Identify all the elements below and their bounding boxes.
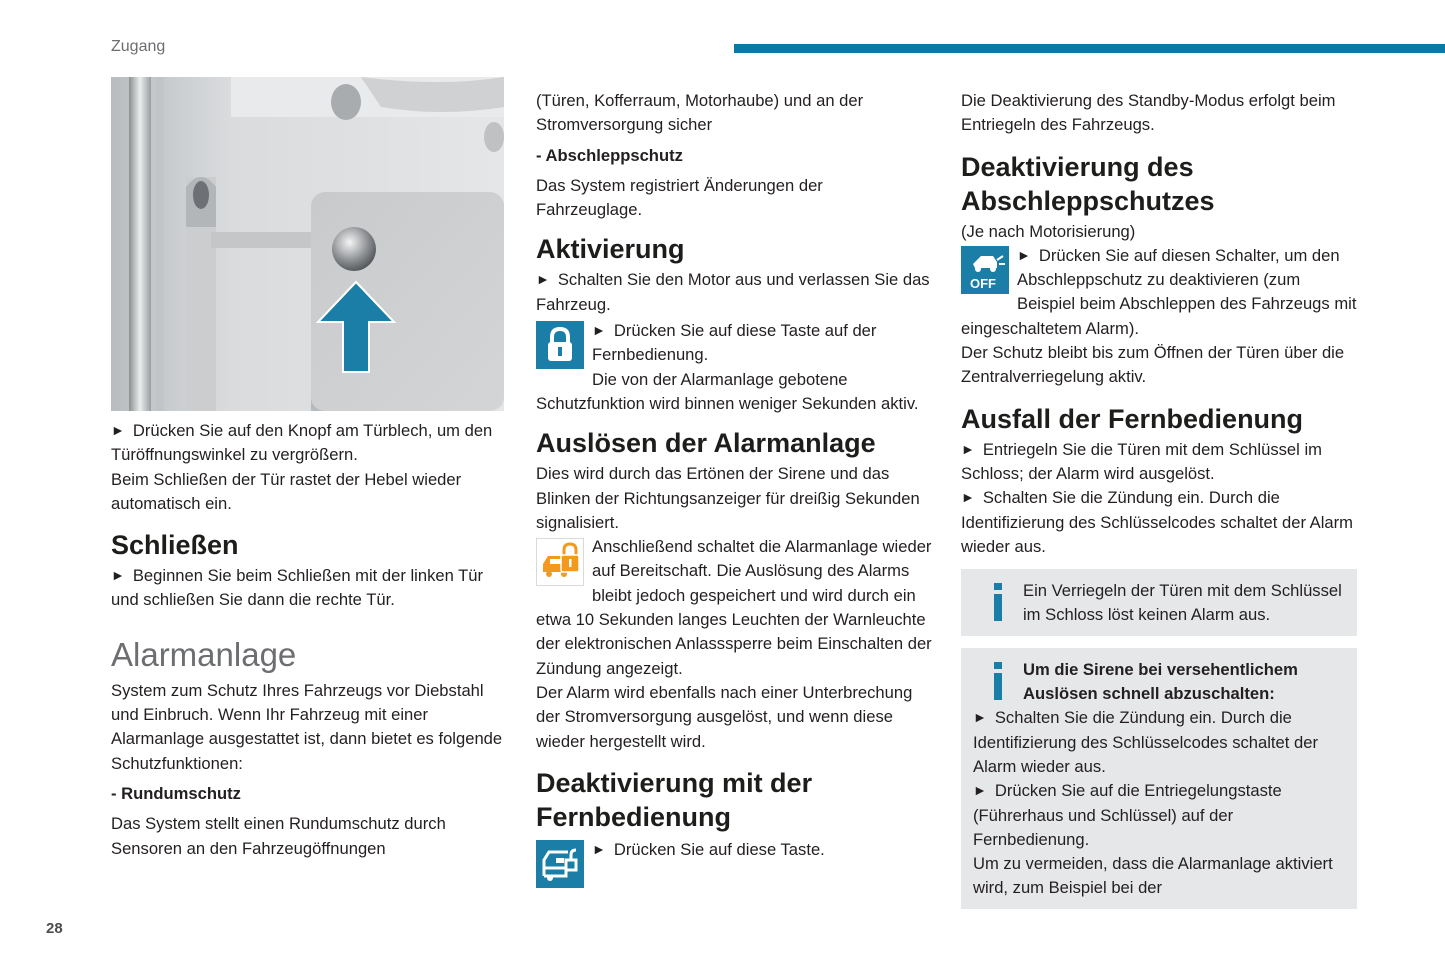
standby-instruction (536, 535, 932, 681)
info-bullet-unlock: ► Drücken Sie auf die Entriegelungstaste (Führerhaus und Schlüssel) auf der Fernbedienung. (973, 781, 1282, 849)
tow-switch-instruction: OFF ► Drücken Sie auf diesen Schalter, um den Abschleppschutz zu deaktivieren (zum Beispiel beim Abschleppen des Fahrzeugs mit eingeschaltetem Alarm). (961, 245, 1357, 338)
paragraph-engine-note: (Je nach Motorisierung) (961, 221, 1136, 241)
info-siren-note: Um zu vermeiden, dass die Alarmanlage aktiviert wird, zum Beispiel bei der (973, 854, 1333, 898)
bullet-close-doors: ► Beginnen Sie beim Schließen mit der linken Tür und schließen Sie dann die rechte Tür. (111, 566, 484, 610)
triangle-bullet-icon: ► (536, 271, 550, 288)
column-1 (111, 77, 506, 861)
heading-schliessen: Schließen (111, 530, 239, 561)
info-box-lock (961, 569, 1357, 636)
label-abschleppschutz: - Abschleppschutz (536, 145, 683, 165)
triangle-bullet-icon: ► (592, 322, 606, 339)
info-lock-text: Ein Verriegeln der Türen mit dem Schlüssel im Schloss löst keinen Alarm aus. (1023, 581, 1342, 625)
bullet-open-angle: ► Drücken Sie auf den Knopf am Türblech, um den Türöffnungswinkel zu vergrößern. (111, 421, 493, 465)
triangle-bullet-icon: ► (961, 489, 975, 506)
triangle-bullet-icon: ► (1017, 246, 1031, 263)
triangle-bullet-icon: ► (961, 440, 975, 457)
unlock-button-icon (536, 840, 584, 888)
lock-instruction: ► Drücken Sie auf diese Taste auf der Fernbedienung. (536, 319, 932, 368)
running-head: Zugang (111, 38, 166, 55)
triangle-bullet-icon: ► (592, 840, 606, 857)
door-hinge-photo (111, 77, 504, 411)
heading-ausfall-fernbedienung: Ausfall der Fernbedienung (961, 403, 1304, 434)
paragraph-standby: Anschließend schaltet die Alarmanlage wieder auf Bereitschaft. Die Auslösung des Alarms bleibt jedoch gespeichert und wird durch ein etwa 10 Sekunden langes Leuchten der Warnleuchte der elektronischen Anlasssperre beim Einschalten der Zündung angezeigt. (536, 537, 932, 678)
bullet-unlock-key: ► Entriegeln Sie die Türen mit dem Schlüssel im Schloss; der Alarm wird ausgelöst. (961, 439, 1322, 483)
triangle-bullet-icon: ► (973, 709, 987, 726)
heading-aktivierung: Aktivierung (536, 234, 685, 265)
bullet-ignition: ► Schalten Sie die Zündung ein. Durch die Identifizierung des Schlüsselcodes schaltet der Alarm wieder aus. (961, 488, 1354, 556)
triangle-bullet-icon: ► (111, 422, 125, 438)
chapter-title: Alarmanlage (111, 635, 297, 673)
triangle-bullet-icon: ► (973, 782, 987, 799)
column-3 (961, 89, 1357, 909)
paragraph-power: Der Alarm wird ebenfalls nach einer Unterbrechung der Stromversorgung ausgelöst, und wenn diese wieder hergestellt wird. (536, 682, 913, 751)
paragraph-rundumschutz: Das System stellt einen Rundumschutz durch Sensoren an den Fahrzeugöffnungen (111, 814, 446, 858)
alarm-standby-icon (536, 538, 584, 586)
heading-deaktivierung-fernbedienung: Deaktivierung mit der Fernbedienung (536, 767, 813, 832)
header-bar (734, 44, 1445, 53)
bullet-engine-off: ► Schalten Sie den Motor aus und verlassen Sie das Fahrzeug. (536, 270, 930, 314)
label-rundumschutz: - Rundumschutz (111, 783, 241, 803)
paragraph-lever: Beim Schließen der Tür rastet der Hebel wieder automatisch ein. (111, 469, 462, 513)
paragraph-alarm-intro: System zum Schutz Ihres Fahrzeugs vor Diebstahl und Einbruch. Wenn Ihr Fahrzeug mit einer Alarmanlage ausgestattet ist, dann bietet es folgende Schutzfunktionen: (111, 680, 503, 773)
lock-button-icon (536, 321, 584, 369)
tow-protection-off-icon (961, 246, 1009, 294)
paragraph-standby-off: Die Deaktivierung des Standby-Modus erfolgt beim Entriegeln des Fahrzeugs. (961, 91, 1336, 135)
info-icon (985, 662, 1011, 702)
off-label: OFF (970, 275, 996, 291)
paragraph-continued: (Türen, Kofferraum, Motorhaube) und an der Stromversorgung sicher (536, 91, 864, 135)
column-2 (536, 89, 932, 888)
info-siren-title: Um die Sirene bei versehentlichem Auslösen schnell abzuschalten: (1023, 659, 1298, 704)
paragraph-abschleppschutz: Das System registriert Änderungen der Fahrzeuglage. (536, 175, 823, 220)
heading-deaktivierung-abschleppschutz: Deaktivierung des Abschleppschutzes (961, 151, 1215, 216)
paragraph-protection: Der Schutz bleibt bis zum Öffnen der Türen über die Zentralverriegelung aktiv. (961, 343, 1345, 387)
unlock-instruction: ► Drücken Sie auf diese Taste. (536, 838, 932, 862)
paragraph-active: Die von der Alarmanlage gebotene Schutzfunktion wird binnen weniger Sekunden aktiv. (536, 369, 919, 413)
info-icon (985, 583, 1011, 623)
info-bullet-ignition: ► Schalten Sie die Zündung ein. Durch die Identifizierung des Schlüsselcodes schaltet der Alarm wieder aus. (973, 708, 1318, 776)
triangle-bullet-icon: ► (111, 567, 125, 584)
info-box-siren (961, 648, 1357, 909)
heading-ausloesen: Auslösen der Alarmanlage (536, 428, 876, 459)
page-number: 28 (46, 920, 63, 937)
paragraph-trigger: Dies wird durch das Ertönen der Sirene und das Blinken der Richtungsanzeiger für dreißig Sekunden signalisiert. (536, 464, 920, 532)
